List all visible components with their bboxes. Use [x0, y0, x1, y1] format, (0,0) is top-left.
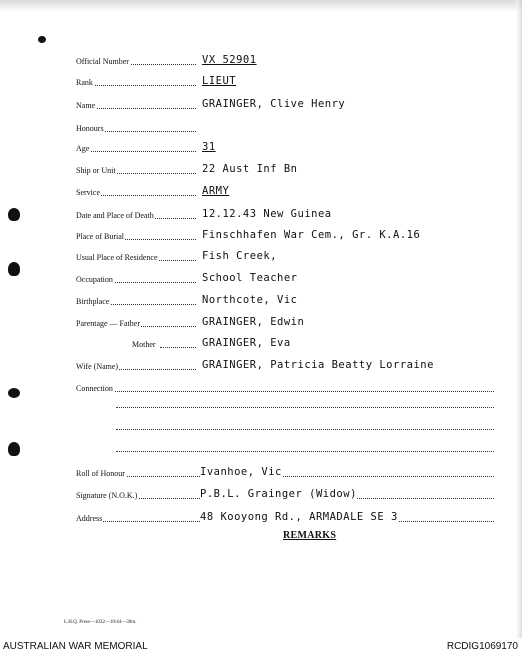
- field-address: [76, 509, 496, 523]
- field-value: School Teacher: [202, 272, 298, 284]
- field-rank: [76, 73, 496, 87]
- archive-caption: AUSTRALIAN WAR MEMORIAL: [3, 641, 148, 652]
- punch-hole-icon: [8, 208, 20, 221]
- field-value: GRAINGER, Eva: [202, 337, 291, 349]
- printer-note: L.H.Q. Press—1032—10/44—30m.: [64, 620, 137, 625]
- field-label: Official Number: [76, 57, 129, 66]
- connection-continuation-line: [116, 428, 494, 430]
- field-label: Wife (Name): [76, 362, 119, 371]
- field-service: [76, 183, 496, 197]
- field-value: P.B.L. Grainger (Widow): [200, 488, 357, 500]
- field-signature-nok: [76, 486, 496, 500]
- punch-hole-icon: [8, 388, 20, 398]
- field-parentage-father: [76, 314, 496, 328]
- archive-id: RCDIG1069170: [446, 641, 518, 652]
- field-value: 31: [202, 141, 216, 153]
- field-label: Name: [76, 101, 96, 110]
- field-value: ARMY: [202, 185, 230, 197]
- field-value: Fish Creek,: [202, 250, 278, 262]
- field-label: Mother: [132, 340, 156, 349]
- field-label: Address: [76, 514, 103, 523]
- scan-edge-right: [516, 0, 522, 640]
- connection-continuation-line: [116, 406, 494, 408]
- field-usual-residence: [76, 248, 496, 262]
- field-value: GRAINGER, Edwin: [202, 316, 305, 328]
- remarks-heading: REMARKS: [283, 530, 337, 541]
- field-connection: [76, 379, 496, 393]
- field-label: Signature (N.O.K.): [76, 491, 138, 500]
- field-value: VX 52901: [202, 54, 257, 66]
- field-value: Ivanhoe, Vic: [200, 466, 282, 478]
- field-value: Northcote, Vic: [202, 294, 298, 306]
- field-label: Date and Place of Death: [76, 211, 154, 220]
- field-value: Finschhafen War Cem., Gr. K.A.16: [202, 229, 421, 241]
- field-label: Honours: [76, 124, 104, 133]
- field-label: Rank: [76, 78, 93, 87]
- field-name: [76, 96, 496, 110]
- field-label: Parentage — Father: [76, 319, 140, 328]
- field-value: 48 Kooyong Rd., ARMADALE SE 3: [200, 511, 398, 523]
- connection-continuation-line: [116, 450, 494, 452]
- field-value: 22 Aust Inf Bn: [202, 163, 298, 175]
- field-label: Roll of Honour: [76, 469, 125, 478]
- field-date-place-of-death: [76, 206, 496, 220]
- field-label: Occupation: [76, 275, 113, 284]
- field-parentage-mother: [76, 335, 496, 349]
- field-label: Age: [76, 144, 90, 153]
- punch-hole-icon: [38, 36, 46, 43]
- field-ship-or-unit: [76, 161, 496, 175]
- field-value: LIEUT: [202, 75, 237, 87]
- field-label: Connection: [76, 384, 113, 393]
- field-value: 12.12.43 New Guinea: [202, 208, 332, 220]
- punch-hole-icon: [8, 442, 20, 456]
- field-age: [76, 139, 496, 153]
- field-value: GRAINGER, Patricia Beatty Lorraine: [202, 359, 434, 371]
- field-label: Birthplace: [76, 297, 110, 306]
- field-occupation: [76, 270, 496, 284]
- field-wife-name: [76, 357, 496, 371]
- field-value: GRAINGER, Clive Henry: [202, 98, 346, 110]
- field-label: Ship or Unit: [76, 166, 116, 175]
- field-place-of-burial: [76, 227, 496, 241]
- field-roll-of-honour: [76, 464, 496, 478]
- field-official-number: [76, 52, 496, 66]
- field-honours: [76, 119, 496, 133]
- field-label: Usual Place of Residence: [76, 253, 158, 262]
- field-label: Service: [76, 188, 100, 197]
- field-birthplace: [76, 292, 496, 306]
- scan-edge-top: [0, 0, 522, 12]
- punch-hole-icon: [8, 262, 20, 276]
- field-label: Place of Burial: [76, 232, 124, 241]
